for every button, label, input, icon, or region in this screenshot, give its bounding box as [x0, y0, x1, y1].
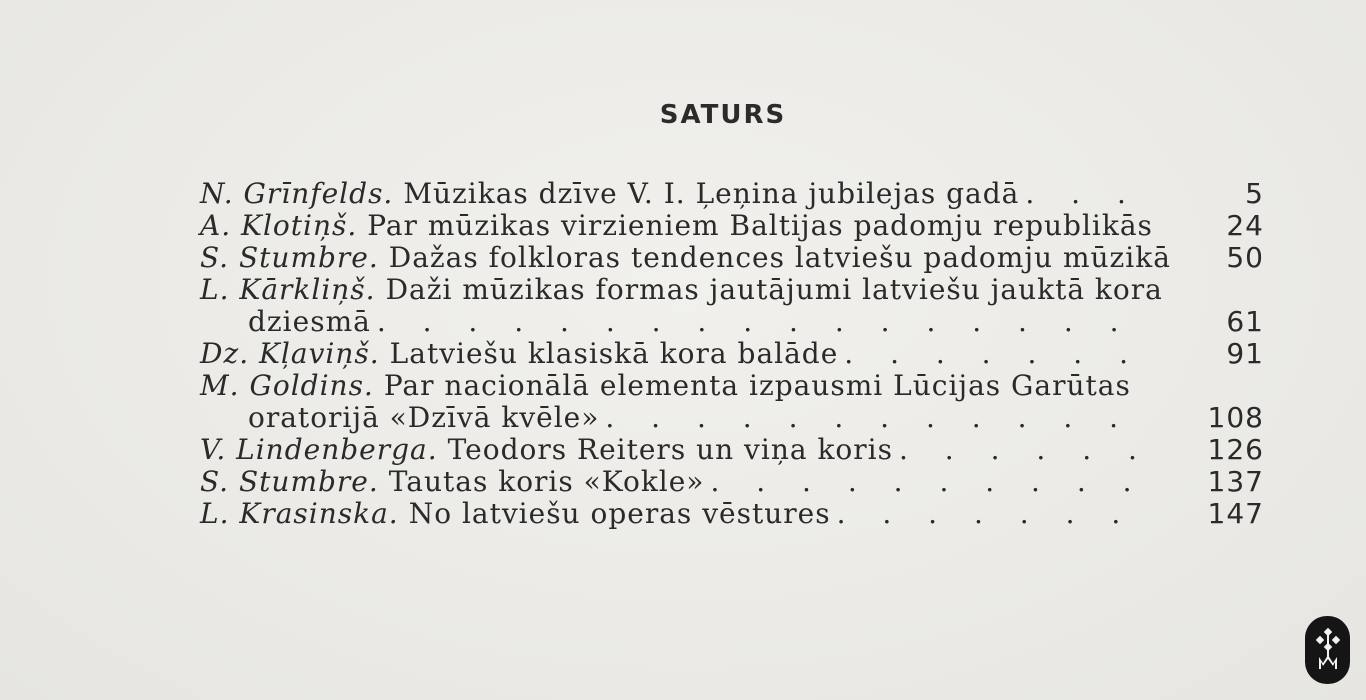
dot-leader	[837, 498, 1154, 530]
toc-entry-line	[200, 402, 1154, 434]
toc-page-number: 108	[1207, 401, 1264, 434]
toc-title: No latviešu operas vēstures	[408, 497, 831, 530]
toc-author: A. Klotiņš.	[200, 209, 358, 242]
toc-entry-line	[200, 273, 1163, 306]
toc-entry	[200, 178, 1264, 210]
toc-page-number: 91	[1226, 337, 1264, 370]
toc-entry	[200, 498, 1264, 530]
toc-entry-line	[200, 434, 1154, 466]
toc-title: oratorijā «Dzīvā kvēle»	[248, 401, 600, 434]
toc-entry-line	[200, 370, 1154, 402]
dot-leader	[605, 402, 1154, 434]
toc-entry	[200, 242, 1264, 274]
logo-badge[interactable]	[1305, 616, 1350, 684]
toc-title: Par nacionālā elementa izpausmi Lūcijas Garūtas	[383, 369, 1131, 402]
toc-author: S. Stumbre.	[200, 465, 379, 498]
toc-page-number: 147	[1207, 497, 1264, 530]
toc-author: Dz. Kļaviņš.	[200, 337, 380, 370]
toc-entry-line	[200, 210, 1154, 242]
toc-entry-line	[200, 178, 1154, 210]
dot-leader	[377, 306, 1154, 338]
toc-entry	[200, 274, 1264, 338]
toc-entry-line	[200, 466, 1154, 498]
ornament-logo-icon	[1313, 627, 1343, 673]
toc-entry	[200, 466, 1264, 498]
toc-title: dziesmā	[248, 305, 371, 338]
toc-title: Latviešu klasiskā kora balāde	[389, 337, 839, 370]
toc-page-number: 61	[1226, 305, 1264, 338]
dot-leader	[1025, 178, 1154, 210]
toc-author: L. Krasinska.	[200, 497, 399, 530]
dot-leader	[899, 434, 1154, 466]
toc-page-number: 126	[1207, 433, 1264, 466]
toc-title: Daži mūzikas formas jautājumi latviešu jauktā kora	[385, 273, 1163, 306]
toc-entry-line	[200, 338, 1154, 370]
toc-page-number: 50	[1226, 241, 1264, 274]
toc-author: N. Grīnfelds.	[200, 177, 394, 210]
toc-title: Par mūzikas virzieniem Baltijas padomju republikās	[367, 209, 1153, 242]
page-title: SATURS	[659, 100, 787, 130]
toc-author: M. Goldins.	[200, 369, 374, 402]
toc-entry	[200, 210, 1264, 242]
toc-entry	[200, 338, 1264, 370]
dot-leader	[710, 466, 1154, 498]
toc-title: Tautas koris «Kokle»	[388, 465, 705, 498]
toc-entry-line	[200, 498, 1154, 530]
dot-leader	[844, 338, 1154, 370]
toc-entry-line	[200, 241, 1171, 274]
toc-page-number: 24	[1226, 209, 1264, 242]
toc-author: S. Stumbre.	[200, 241, 379, 274]
toc-page-number: 137	[1207, 465, 1264, 498]
toc-entry	[200, 434, 1264, 466]
table-of-contents	[200, 178, 1264, 530]
toc-title: Mūzikas dzīve V. I. Ļeņina jubilejas gadā	[403, 177, 1020, 210]
toc-author: L. Kārkliņš.	[200, 273, 376, 306]
toc-entry-line	[200, 306, 1154, 338]
toc-author: V. Lindenberga.	[200, 433, 438, 466]
toc-title: Dažas folkloras tendences latviešu padomju mūzikā	[388, 241, 1171, 274]
toc-entry	[200, 370, 1264, 434]
toc-page-number: 5	[1245, 177, 1264, 210]
toc-title: Teodors Reiters un viņa koris	[447, 433, 893, 466]
